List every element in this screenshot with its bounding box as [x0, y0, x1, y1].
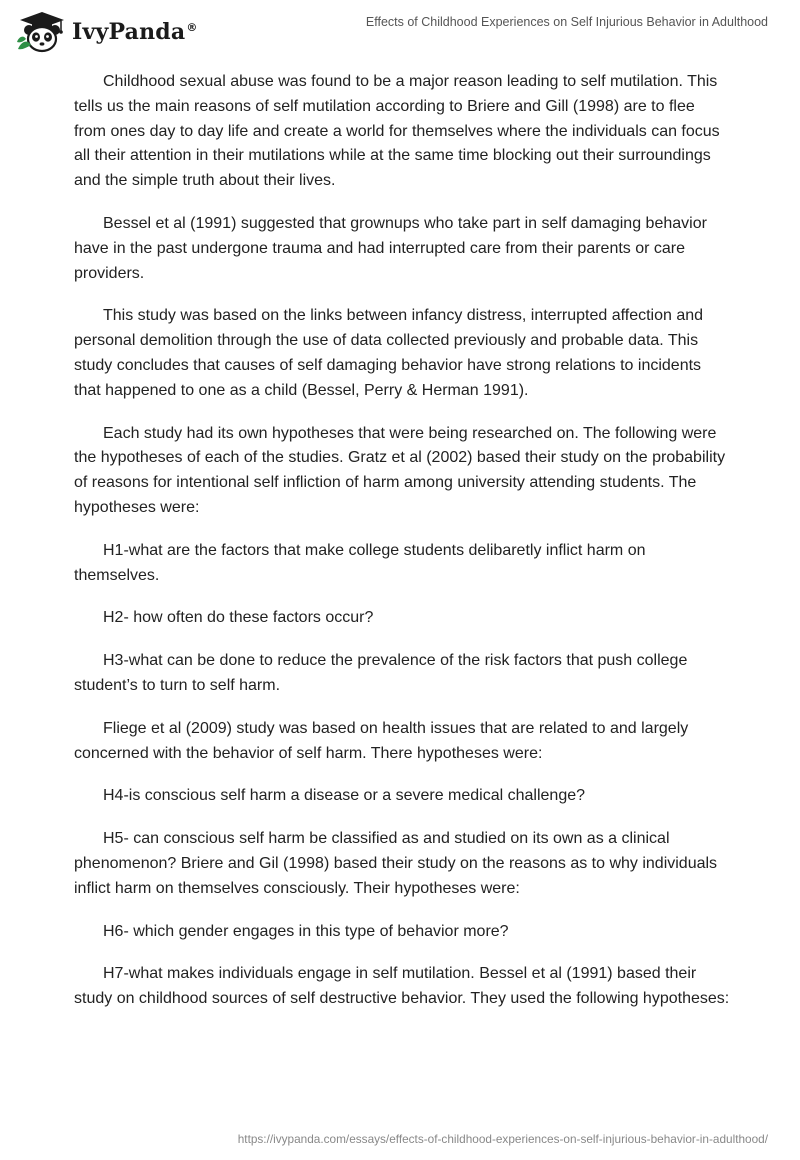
source-url[interactable]: https://ivypanda.com/essays/effects-of-childhood-experiences-on-self-injurious-behavior-in-adulthood/ [237, 1132, 768, 1146]
hypothesis-h3: H3-what can be done to reduce the prevalence of the risk factors that push college student’s to turn to self harm. [74, 652, 688, 694]
paragraph-3: This study was based on the links between infancy distress, interrupted affection and personal demolition through the use of data collected previously and probable data. This study concludes that causes of self damaging behavior have strong relations to incidents that happened to one as a child (Bessel, Perry & Herman 1991). [74, 307, 704, 399]
hypothesis-h4: H4-is conscious self harm a disease or a severe medical challenge? [103, 787, 586, 805]
paragraph-4: Each study had its own hypotheses that were being researched on. The following were the hypotheses of each of the studies. Gratz et al (2002) based their study on the probability of reasons for intentional self infliction of harm among university attending students. The hypotheses were: [74, 424, 726, 516]
registered-mark: ® [186, 20, 198, 34]
logo-wordmark: IvyPanda® [72, 19, 198, 45]
paragraph-1: Childhood sexual abuse was found to be a major reason leading to self mutilation. This tells us the main reasons of self mutilation according to Briere and Gill (1998) are to flee from ones day to day life and create a world for themselves where the individuals can focus all their attention in their mutilations while at the same time blocking out their surroundings and the simple truth about their lives. [74, 73, 720, 190]
paragraph-fliege: Fliege et al (2009) study was based on health issues that are related to and largely concerned with the behavior of self harm. There hypotheses were: [74, 719, 689, 762]
essay-body [74, 70, 730, 1030]
hypothesis-h1: H1-what are the factors that make college students delibaretly inflict harm on themselves. [74, 541, 646, 584]
hypothesis-h5: H5- can conscious self harm be classified as and studied on its own as a clinical phenomenon? Briere and Gil (1998) based their study on the reasons as to why individuals inflict harm on themselves consciously. Their hypotheses were: [74, 830, 718, 897]
hypothesis-h7: H7-what makes individuals engage in self mutilation. Bessel et al (1991) based their study on childhood sources of self destructive behavior. They used the following hypotheses: [74, 965, 730, 1008]
hypothesis-h2: H2- how often do these factors occur? [103, 609, 374, 627]
paragraph-2: Bessel et al (1991) suggested that grownups who take part in self damaging behavior have in the past undergone trauma and had interrupted care from their parents or care providers. [74, 214, 707, 282]
panda-graduate-icon [14, 9, 70, 55]
document-title: Effects of Childhood Experiences on Self Injurious Behavior in Adulthood [365, 15, 768, 29]
hypothesis-h6: H6- which gender engages in this type of behavior more? [103, 922, 509, 940]
ivypanda-logo[interactable] [14, 8, 198, 56]
